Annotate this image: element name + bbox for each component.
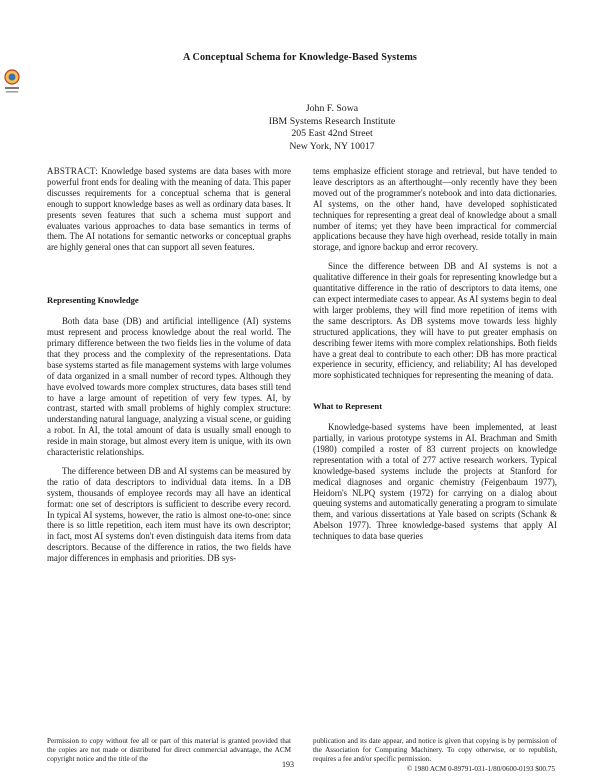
section-heading-what-to-represent: What to Represent bbox=[313, 401, 383, 412]
left-column bbox=[47, 166, 291, 564]
right-paragraph-2: Since the difference between DB and AI systems is not a qualitative difference in their goals for representing knowledge but a quantitative difference in the ratio of descriptors to data items, one can expect intermediate cases to appear. As AI systems begin to deal with larger problems, they will find more repetition of items with the same descriptors. As DB systems move towards less highly structured applications, they will have to put greater emphasis on describing fewer items with more complex relationships. Both fields have a great deal to contribute to each other: DB has more practical experience in security, efficiency, and reliability; AI has developed more sophisticated techniques for representing the meaning of data. bbox=[313, 261, 557, 381]
footnote-permission-right bbox=[313, 737, 557, 774]
author-affiliation: IBM Systems Research Institute bbox=[268, 115, 396, 127]
footnote-permission-left: Permission to copy without fee all or part of this material is granted provided that the copies are not made or distributed for direct commercial advantage, the ACM copyright notice and the title of the bbox=[47, 737, 291, 764]
author-block bbox=[0, 103, 600, 153]
acm-logo-icon bbox=[2, 66, 22, 100]
author-address-city: New York, NY 10017 bbox=[289, 140, 375, 152]
footnote-permission-right-text: publication and its date appear, and notice is given that copying is by permission of the Association for Computing Machinery. To copy otherwise, or to republish, requires a fee and/or specific permission. bbox=[313, 737, 557, 764]
author-name: John F. Sowa bbox=[305, 103, 359, 114]
left-paragraph-2: The difference between DB and AI systems can be measured by the ratio of data descriptors to individual data items. In a DB system, thousands of employee records may all have an identical format: one set of descriptors is sufficient to describe every record. In typical AI systems, however, the ratio is almost one-to-one: since there is so little repetition, each item must have its own descriptor; in fact, most AI systems don't even distinguish data items from data descriptors. Because of the difference in ratios, the two fields have major differences in emphasis and priorities. DB sys- bbox=[47, 465, 291, 564]
right-paragraph-3: Knowledge-based systems have been implemented, at least partially, in various prototype systems in AI. Brachman and Smith (1980) compiled a roster of 83 current projects on knowledge representation with a total of 277 active research workers. Typical knowledge-based systems include the projects at Stanford for medical diagnoses and organic chemistry (Feigenbaum 1977), Heidorn's NLPQ system (1972) for carrying on a dialog about queuing systems and automatically generating a program to simulate them, and various dissertations at Yale based on scripts (Schank & Abelson 1977). Three knowledge-based systems that apply AI techniques to data base queries bbox=[313, 422, 557, 542]
right-column bbox=[313, 166, 557, 542]
page-number: 193 bbox=[282, 760, 294, 769]
paper-title: A Conceptual Schema for Knowledge-Based Systems bbox=[182, 52, 417, 63]
section-heading-representing-knowledge: Representing Knowledge bbox=[47, 295, 139, 306]
author-address-street: 205 East 42nd Street bbox=[291, 128, 373, 140]
left-paragraph-1: Both data base (DB) and artificial intelligence (AI) systems must represent and process knowledge about the real world. The primary difference between the two fields lies in the volume of data that they process and the complexity of the representations. Data base systems started as file management systems with large volumes of data organized in a small number of record types. Although they have evolved towards more complex structures, data bases still tend to have a large amount of repetition of very few types. AI, by contrast, started with small problems of highly complex structure: understanding natural language, analyzing a visual scene, or guiding a robot. In AI, the total amount of data is usually small enough to reside in main storage, but almost every item is unique, with its own characteristic relationships. bbox=[47, 316, 291, 458]
abstract bbox=[47, 166, 291, 253]
right-paragraph-1: tems emphasize efficient storage and retrieval, but have tended to leave descriptors as an afterthought—only recently have they been moved out of the programmer's notebook and into data dictionaries. AI systems, on the other hand, have developed sophisticated techniques for representing a great deal of knowledge about a small number of items; yet they have been impractical for commercial applications because they have high overhead, reside totally in main storage, and ignore backup and error recovery. bbox=[313, 166, 557, 253]
copyright-line: © 1980 ACM 0-89791-031-1/80/0600-0193 $00.75 bbox=[406, 764, 555, 773]
abstract-text: Knowledge based systems are data bases with more powerful front ends for dealing with the meaning of data. This paper discusses requirements for a conceptual schema that is general enough to support knowledge bases as well as ordinary data bases. It presents seven features that such a schema must support and evaluates various approaches to data base semantics in terms of them. The AI notations for semantic networks or conceptual graphs are highly general ones that can support all seven features. bbox=[47, 166, 292, 253]
abstract-label: ABSTRACT: bbox=[47, 166, 99, 176]
